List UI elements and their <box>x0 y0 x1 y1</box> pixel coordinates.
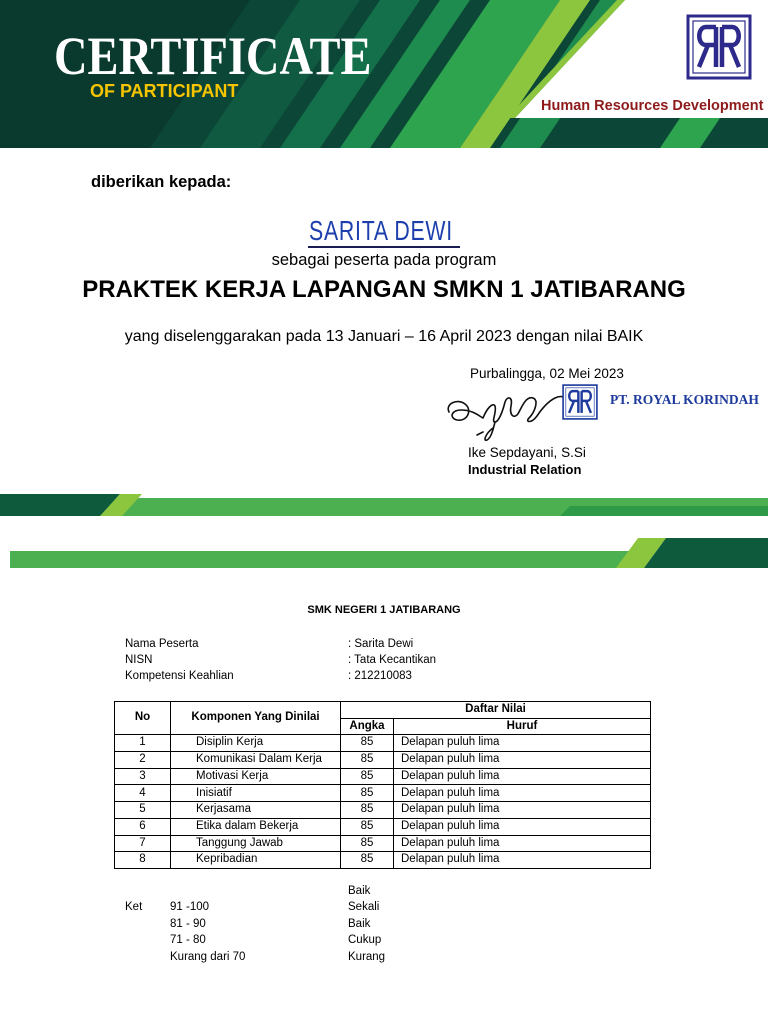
info-row-nisn <box>0 652 768 668</box>
row-component: Tanggung Jawab <box>171 835 341 852</box>
info-label: NISN <box>125 654 153 666</box>
legend-grade: Kurang <box>348 950 386 963</box>
info-row-competency <box>0 668 768 684</box>
company-logo-small <box>562 384 598 420</box>
row-letter: Delapan puluh lima <box>394 735 651 752</box>
row-component: Kerjasama <box>171 802 341 819</box>
row-no: 6 <box>115 818 171 835</box>
company-name: PT. ROYAL KORINDAH <box>610 392 759 407</box>
row-component: Motivasi Kerja <box>171 768 341 785</box>
department-name: Human Resources Development <box>541 98 764 114</box>
info-value: : 212210083 <box>348 670 412 682</box>
header-letter: Huruf <box>394 718 651 735</box>
row-no: 2 <box>115 752 171 769</box>
table-row <box>115 852 651 869</box>
row-number: 85 <box>341 852 394 869</box>
table-row <box>115 802 651 819</box>
row-letter: Delapan puluh lima <box>394 818 651 835</box>
legend-row <box>0 916 768 932</box>
info-label: Kompetensi Keahlian <box>125 670 234 682</box>
table-row <box>115 835 651 852</box>
header-number: Angka <box>341 718 394 735</box>
row-component: Disiplin Kerja <box>171 735 341 752</box>
row-component: Komunikasi Dalam Kerja <box>171 752 341 769</box>
header-no: No <box>115 702 171 735</box>
legend-range: 81 - 90 <box>170 917 206 930</box>
table-row <box>115 785 651 802</box>
legend-range: 71 - 80 <box>170 934 206 947</box>
header-component: Komponen Yang Dinilai <box>171 702 341 735</box>
company-logo <box>686 14 752 80</box>
row-number: 85 <box>341 802 394 819</box>
row-number: 85 <box>341 835 394 852</box>
table-row <box>115 735 651 752</box>
given-to-label: diberikan kepada: <box>91 173 232 191</box>
recipient-name: SARITA DEWI <box>309 215 453 246</box>
row-letter: Delapan puluh lima <box>394 802 651 819</box>
legend-grade: Baik <box>348 917 371 930</box>
row-component: Kepribadian <box>171 852 341 869</box>
name-underline <box>308 246 460 248</box>
row-no: 3 <box>115 768 171 785</box>
grade-legend <box>0 883 768 965</box>
row-no: 8 <box>115 852 171 869</box>
program-description: yang diselenggarakan pada 13 Januari – 16 April 2023 dengan nilai BAIK <box>124 328 644 345</box>
legend-grade: Cukup <box>348 934 382 947</box>
header-score-list: Daftar Nilai <box>341 702 651 719</box>
legend-note: Baik <box>348 885 371 897</box>
row-number: 85 <box>341 752 394 769</box>
school-name: SMK NEGERI 1 JATIBARANG <box>307 604 461 616</box>
legend-row <box>0 883 768 899</box>
legend-grade: Sekali <box>348 901 380 914</box>
certificate-title: CERTIFICATE <box>54 26 372 86</box>
page2-header-band <box>10 538 768 568</box>
table-row <box>115 768 651 785</box>
certificate-subtitle: OF PARTICIPANT <box>90 81 239 101</box>
signatory-name: Ike Sepdayani, S.Si <box>468 445 586 460</box>
legend-row <box>0 932 768 948</box>
row-number: 85 <box>341 818 394 835</box>
legend-range: 91 -100 <box>170 901 210 914</box>
row-number: 85 <box>341 785 394 802</box>
row-component: Inisiatif <box>171 785 341 802</box>
row-number: 85 <box>341 735 394 752</box>
legend-label: Ket <box>125 901 143 914</box>
row-letter: Delapan puluh lima <box>394 768 651 785</box>
legend-range: Kurang dari 70 <box>170 950 246 963</box>
info-value: : Tata Kecantikan <box>348 654 437 666</box>
table-row <box>115 818 651 835</box>
row-no: 1 <box>115 735 171 752</box>
legend-row <box>0 899 768 915</box>
row-letter: Delapan puluh lima <box>394 785 651 802</box>
row-component: Etika dalam Bekerja <box>171 818 341 835</box>
row-number: 85 <box>341 768 394 785</box>
legend-row <box>0 949 768 965</box>
score-table <box>114 701 651 869</box>
row-no: 4 <box>115 785 171 802</box>
program-name: PRAKTEK KERJA LAPANGAN SMKN 1 JATIBARANG <box>82 276 686 303</box>
place-date: Purbalingga, 02 Mei 2023 <box>470 366 624 381</box>
info-value: : Sarita Dewi <box>348 638 414 650</box>
info-label: Nama Peserta <box>125 638 199 650</box>
row-no: 7 <box>115 835 171 852</box>
signatory-title: Industrial Relation <box>468 462 582 477</box>
participant-info <box>0 636 768 684</box>
signature <box>443 382 568 444</box>
row-letter: Delapan puluh lima <box>394 852 651 869</box>
footer-band <box>0 494 768 516</box>
row-letter: Delapan puluh lima <box>394 752 651 769</box>
row-letter: Delapan puluh lima <box>394 835 651 852</box>
info-row-name <box>0 636 768 652</box>
table-header-row <box>115 702 651 719</box>
row-no: 5 <box>115 802 171 819</box>
participant-line: sebagai peserta pada program <box>271 251 497 269</box>
table-row <box>115 752 651 769</box>
